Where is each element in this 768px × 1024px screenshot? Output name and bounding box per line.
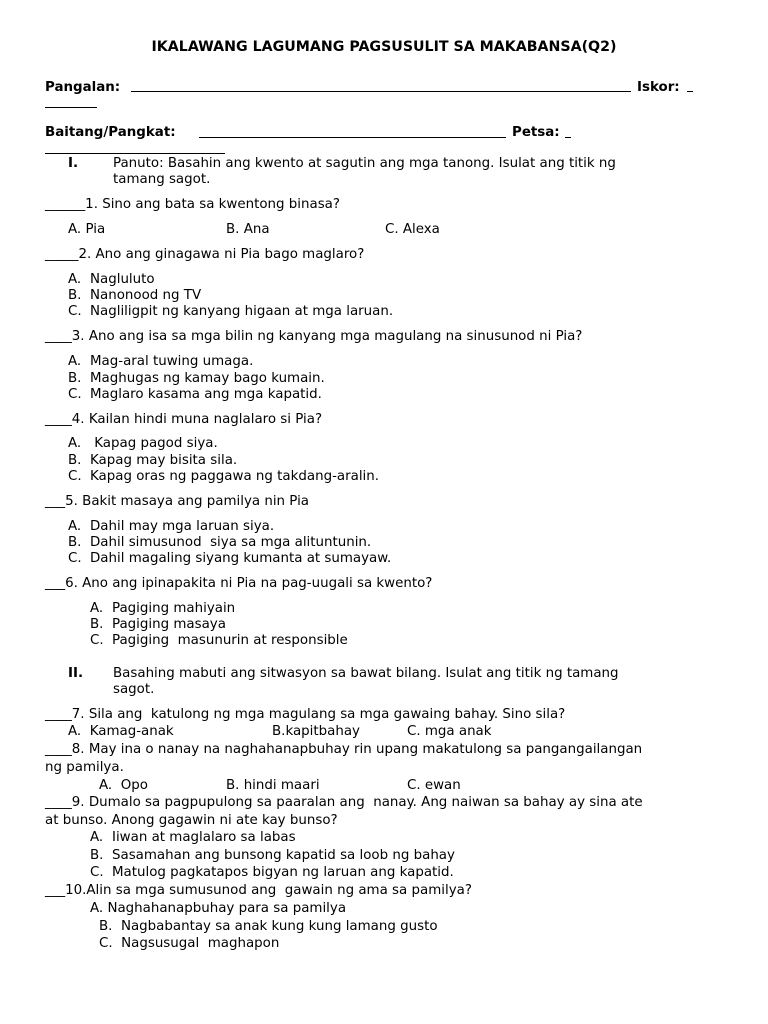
option-text: Kapag pagod siya. [90, 436, 218, 451]
section1-instruction: Panuto: Basahin ang kwento at sagutin ang mga tanong. Isulat ang titik ng [113, 156, 616, 171]
question-8 [45, 742, 642, 758]
answer-blank[interactable]: ____ [45, 742, 72, 757]
date-field-line-end [565, 137, 571, 138]
score-field-line-end [687, 91, 693, 92]
q1-option-a: A. Pia [68, 222, 106, 237]
option-text: Maglaro kasama ang mga kapatid. [90, 387, 322, 402]
date-label: Petsa: [512, 125, 560, 140]
option-text: Pagiging masaya [112, 617, 226, 632]
q2-option-a [68, 272, 155, 288]
q10-option-b: B. Nagbabantay sa anak kung kung lamang gusto [99, 919, 438, 934]
option-label: A. [90, 601, 104, 616]
option-label: C. [90, 865, 104, 880]
question-text: 4. Kailan hindi muna naglalaro si Pia? [71, 412, 323, 427]
q3-option-b [68, 371, 325, 387]
q9-option-a [90, 830, 296, 846]
q3-option-c [68, 387, 322, 403]
question-3 [45, 329, 582, 345]
answer-blank[interactable]: ____ [45, 329, 72, 344]
option-label: A. [68, 354, 82, 369]
question-1 [45, 197, 340, 213]
option-label: B. [68, 535, 82, 550]
question-text: 2. Ano ang ginagawa ni Pia bago maglaro? [78, 247, 365, 262]
question-text: 3. Ano ang isa sa mga bilin ng kanyang mga magulang na sinusunod ni Pia? [71, 329, 583, 344]
page-title: IKALAWANG LAGUMANG PAGSUSULIT SA MAKABANSA(Q2) [151, 39, 617, 55]
question-4 [45, 412, 322, 428]
option-label: C. [68, 551, 82, 566]
option-text: Dahil simusunod siya sa mga alituntunin. [90, 535, 372, 550]
option-label: B. [68, 288, 82, 303]
q9-option-b [90, 848, 455, 864]
answer-blank[interactable]: ____ [45, 795, 72, 810]
grade-field-line[interactable] [199, 137, 506, 138]
option-text: Kapag oras ng paggawa ng takdang-aralin. [90, 469, 379, 484]
answer-blank[interactable]: ____ [45, 707, 72, 722]
q5-option-c [68, 551, 391, 567]
q6-option-c [90, 633, 348, 649]
option-text: Sasamahan ang bunsong kapatid sa loob ng bahay [112, 848, 455, 863]
question-text: 7. Sila ang katulong ng mga magulang sa mga gawaing bahay. Sino sila? [71, 707, 566, 722]
question-9-cont: at bunso. Anong gagawin ni ate kay bunso? [45, 813, 338, 828]
date-field-line[interactable] [45, 153, 225, 154]
option-label: C. [68, 387, 82, 402]
question-7 [45, 707, 565, 723]
score-field-line[interactable] [45, 107, 97, 108]
answer-blank[interactable]: ___ [45, 494, 66, 509]
option-label: A. [90, 830, 104, 845]
q4-option-a [68, 436, 218, 452]
q7-option-c: C. mga anak [407, 724, 492, 739]
grade-label: Baitang/Pangkat: [45, 125, 176, 140]
option-text: Matulog pagkatapos bigyan ng laruan ang kapatid. [112, 865, 454, 880]
q6-option-a [90, 601, 235, 617]
q7-option-b: B.kapitbahay [272, 724, 360, 739]
question-text: 9. Dumalo sa pagpupulong sa paaralan ang nanay. Ang naiwan sa bahay ay sina ate [71, 795, 643, 810]
option-label: C. [90, 633, 104, 648]
option-label: B. [68, 453, 82, 468]
answer-blank[interactable]: ______ [45, 197, 86, 212]
option-text: Pagiging mahiyain [112, 601, 236, 616]
answer-blank[interactable]: ____ [45, 412, 72, 427]
q2-option-c [68, 304, 393, 320]
option-text: Nagliligpit ng kanyang higaan at mga laruan. [90, 304, 394, 319]
section1-instruction-cont: tamang sagot. [113, 172, 211, 187]
option-text: Dahil may mga laruan siya. [90, 519, 275, 534]
option-text: Maghugas ng kamay bago kumain. [90, 371, 325, 386]
q4-option-b [68, 453, 237, 469]
option-label: B. [90, 617, 104, 632]
q6-option-b [90, 617, 226, 633]
option-text: Nanonood ng TV [90, 288, 202, 303]
q9-option-c [90, 865, 454, 881]
question-6 [45, 576, 432, 592]
option-text: Mag-aral tuwing umaga. [90, 354, 254, 369]
question-9 [45, 795, 643, 811]
option-text: Pagiging masunurin at responsible [112, 633, 348, 648]
section2-instruction-cont: sagot. [113, 682, 155, 697]
q5-option-b [68, 535, 371, 551]
q7-option-a: A. Kamag-anak [68, 724, 174, 739]
answer-blank[interactable]: ___ [45, 576, 66, 591]
question-10 [45, 883, 472, 899]
q8-option-b: B. hindi maari [226, 778, 320, 793]
q10-option-a: A. Naghahanapbuhay para sa pamilya [90, 901, 347, 916]
option-label: C. [68, 304, 82, 319]
question-5 [45, 494, 309, 510]
question-text: 6. Ano ang ipinapakita ni Pia na pag-uugali sa kwento? [65, 576, 433, 591]
q1-option-c: C. Alexa [385, 222, 440, 237]
q8-option-c: C. ewan [407, 778, 461, 793]
section1-numeral: I. [68, 156, 79, 171]
option-label: A. [68, 272, 82, 287]
option-label: B. [68, 371, 82, 386]
option-label: A. [68, 436, 82, 451]
option-label: A. [68, 519, 82, 534]
section2-instruction: Basahing mabuti ang sitwasyon sa bawat bilang. Isulat ang titik ng tamang [113, 666, 619, 681]
score-label: Iskor: [637, 80, 680, 95]
answer-blank[interactable]: _____ [45, 247, 79, 262]
name-label: Pangalan: [45, 80, 121, 95]
question-text: 8. May ina o nanay na naghahanapbuhay rin upang makatulong sa pangangailangan [71, 742, 643, 757]
option-label: C. [68, 469, 82, 484]
q4-option-c [68, 469, 379, 485]
question-8-cont: ng pamilya. [45, 760, 124, 775]
q1-option-b: B. Ana [226, 222, 270, 237]
q8-option-a: A. Opo [99, 778, 148, 793]
q3-option-a [68, 354, 253, 370]
option-text: Kapag may bisita sila. [90, 453, 238, 468]
option-label: B. [90, 848, 104, 863]
q2-option-b [68, 288, 201, 304]
question-2 [45, 247, 364, 263]
option-text: Nagluluto [90, 272, 155, 287]
question-text: 5. Bakit masaya ang pamilya nin Pia [65, 494, 310, 509]
question-text: 10.Alin sa mga sumusunod ang gawain ng ama sa pamilya? [65, 883, 472, 898]
section2-numeral: II. [68, 666, 84, 681]
option-text: Dahil magaling siyang kumanta at sumayaw. [90, 551, 392, 566]
name-field-line[interactable] [131, 91, 631, 92]
q5-option-a [68, 519, 274, 535]
option-text: Iiwan at maglalaro sa labas [112, 830, 296, 845]
question-text: 1. Sino ang bata sa kwentong binasa? [85, 197, 340, 212]
answer-blank[interactable]: ___ [45, 883, 66, 898]
q10-option-c: C. Nagsusugal maghapon [99, 936, 280, 951]
